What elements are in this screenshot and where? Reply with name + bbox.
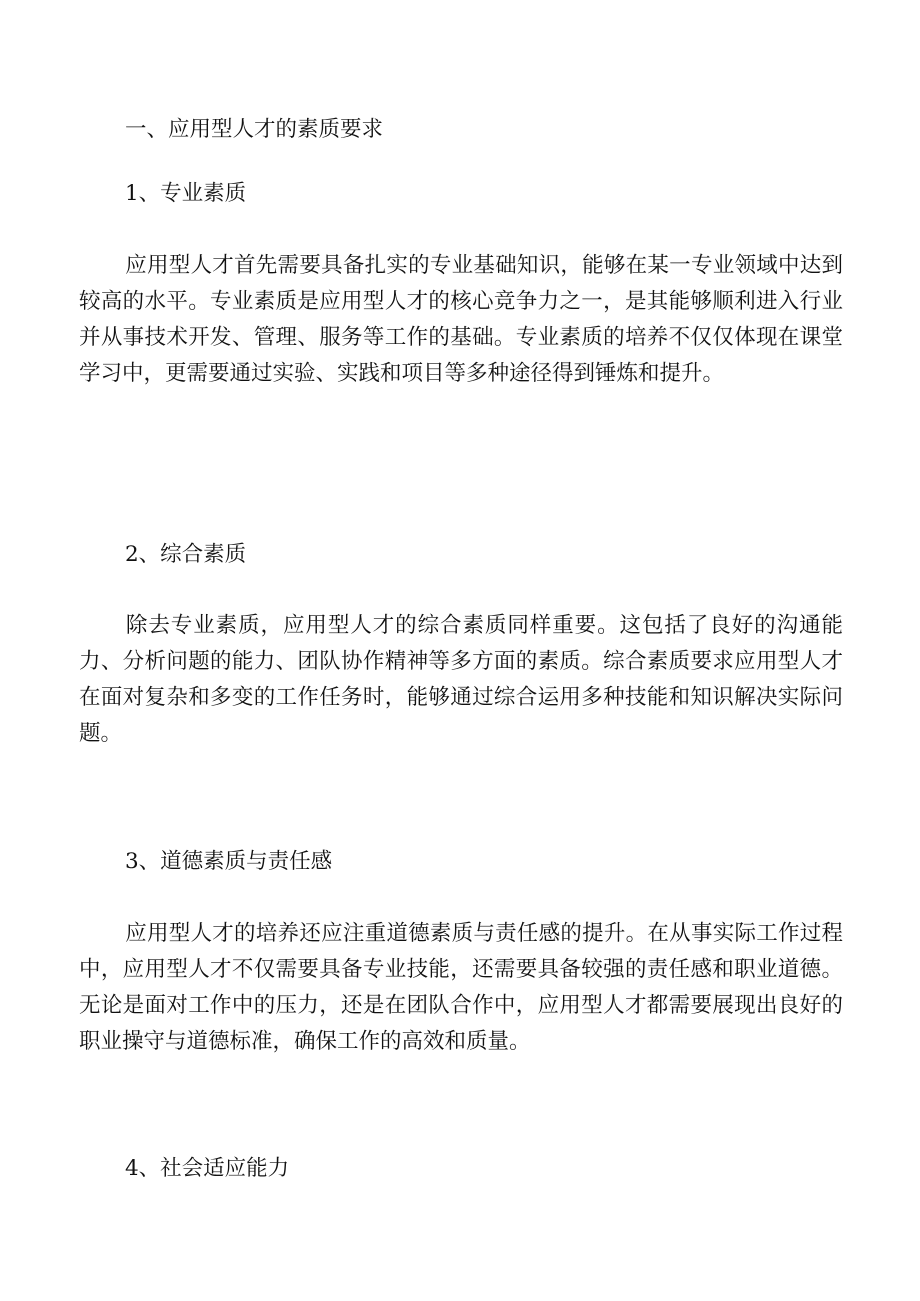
paragraph-professional-quality xyxy=(79,248,843,392)
paragraph-text: 除去专业素质，应用型人才的综合素质同样重要。这包括了良好的沟通能力、分析问题的能力、团队协作精神等多方面的素质。综合素质要求应用型人才在面对复杂和多变的工作任务时，能够通过综合运用多种技能和知识解决实际问题。 xyxy=(79,613,843,746)
section-heading-main: 一、应用型人才的素质要求 xyxy=(125,117,384,142)
subheading-moral-quality: 3、道德素质与责任感 xyxy=(125,849,333,874)
subheading-comprehensive-quality: 2、综合素质 xyxy=(125,542,247,567)
paragraph-comprehensive-quality xyxy=(79,608,843,752)
subheading-social-adaptability: 4、社会适应能力 xyxy=(125,1156,290,1181)
paragraph-text: 应用型人才的培养还应注重道德素质与责任感的提升。在从事实际工作过程中，应用型人才不仅需要具备专业技能，还需要具备较强的责任感和职业道德。无论是面对工作中的压力，还是在团队合作中，应用型人才都需要展现出良好的职业操守与道德标准，确保工作的高效和质量。 xyxy=(79,921,843,1054)
paragraph-text: 应用型人才首先需要具备扎实的专业基础知识，能够在某一专业领域中达到较高的水平。专业素质是应用型人才的核心竞争力之一，是其能够顺利进入行业并从事技术开发、管理、服务等工作的基础。专业素质的培养不仅仅体现在课堂学习中，更需要通过实验、实践和项目等多种途径得到锤炼和提升。 xyxy=(79,253,843,386)
paragraph-moral-quality xyxy=(79,916,843,1060)
subheading-professional-quality: 1、专业素质 xyxy=(125,181,247,206)
